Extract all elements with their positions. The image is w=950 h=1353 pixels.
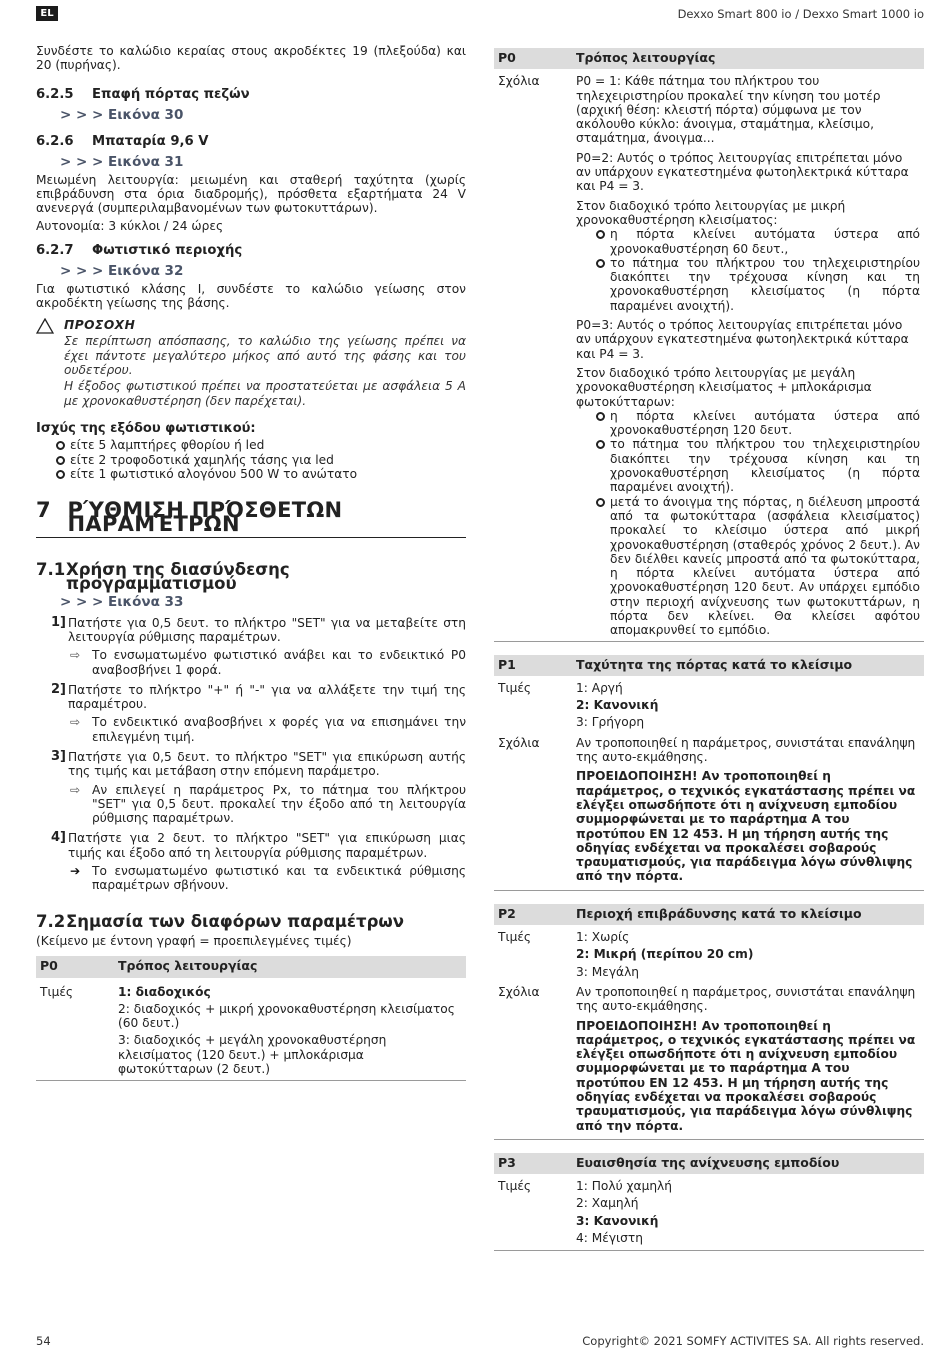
- values-cell: [572, 1174, 924, 1251]
- result-text: Αν επιλεγεί η παράμετρος Px, το πάτημα του πλήκτρου "SET" για 0,5 δευτ. προκαλεί την έξοδο από τη λειτουργία ρύθμισης παραμέτρων.: [92, 782, 466, 826]
- comments-cell: [572, 69, 924, 641]
- table-row: [494, 69, 924, 641]
- comment-p0-2-intro: Στον διαδοχικό τρόπο λειτουργίας με μικρή χρονοκαθυστέρηση κλεισίματος:: [576, 198, 846, 227]
- value-default: 3: Κανονική: [576, 1213, 659, 1228]
- param-name: Τρόπος λειτουργίας: [114, 956, 466, 977]
- step-3-result: [36, 783, 466, 826]
- step-1: [36, 616, 466, 645]
- table-header-row: [494, 904, 924, 925]
- section-number: 6.2.7: [36, 242, 74, 258]
- value-option: 4: Μέγιστη: [576, 1231, 643, 1246]
- step-text: Πατήστε για 0,5 δευτ. το πλήκτρο "SET" για επικύρωση αυτής της τιμής και μετάβαση στην επόμενη παράμετρο.: [68, 749, 466, 779]
- row-label: Τιμές: [36, 978, 114, 1081]
- param-code: P0: [36, 956, 114, 977]
- step-3: [36, 750, 466, 779]
- value-option: 2: διαδοχικός + μικρή χρονοκαθυστέρηση κλεισίματος (60 δευτ.): [118, 1001, 455, 1031]
- param-code: P0: [494, 48, 572, 69]
- comment-p0-3: P0=3: Αυτός ο τρόπος λειτουργίας επιτρέπεται μόνο αν υπάρχουν εγκατεστημένα φωτοηλεκτρικά κύτταρα και P4 = 3.: [576, 318, 909, 361]
- page-number: 54: [36, 1334, 51, 1348]
- list-item: η πόρτα κλείνει αυτόματα ύστερα από χρονοκαθυστέρηση 120 δευτ.: [576, 409, 920, 438]
- step-number: 1]: [51, 614, 66, 630]
- caution-text-1: Σε περίπτωση απόσπασης, το καλώδιο της γείωσης πρέπει να έχει πάντοτε μεγαλύτερο μήκος από αυτό της φάσης και του ουδετέρου.: [64, 334, 466, 378]
- antenna-instruction: Συνδέστε το καλώδιο κεραίας στους ακροδέκτες 19 (πλεξούδα) και 20 (πυρήνας).: [36, 44, 466, 73]
- lighting-output-power: [36, 422, 466, 481]
- figure-ref-link[interactable]: > > > Εικόνα 31: [60, 154, 184, 171]
- values-cell: [572, 925, 924, 983]
- comment-p0-1: P0 = 1: Κάθε πάτημα του πλήκτρου του τηλεχειριστηρίου προκαλεί την κίνηση του μοτέρ (αρχική θέση: κλειστή πόρτα) σύμφωνα με τον ακόλουθο κύκλο: άνοιγμα, σταμάτημα, κλείσιμο, σταμάτημα, άνοιγμα...: [576, 74, 881, 146]
- value-default: 1: διαδοχικός: [118, 984, 211, 999]
- step-text: Πατήστε για 0,5 δευτ. το πλήκτρο "SET" για να μεταβείτε στη λειτουργία ρύθμισης παραμέτρων.: [68, 615, 466, 644]
- step-number: 4]: [51, 830, 66, 846]
- row-label: Τιμές: [498, 680, 532, 695]
- section-number: 6.2.5: [36, 86, 74, 102]
- values-cell: [572, 676, 924, 734]
- p0-summary-table: [36, 956, 466, 1081]
- section-title: Φωτιστικό περιοχής: [92, 242, 243, 258]
- step-2: [36, 683, 466, 712]
- right-column: [494, 48, 924, 1251]
- copyright-notice: Copyright© 2021 SOMFY ACTIVITES SA. All rights reserved.: [582, 1334, 924, 1348]
- table-row: [494, 1174, 924, 1251]
- p2-table: [494, 904, 924, 1140]
- lighting-description: Για φωτιστικό κλάσης I, συνδέστε το καλώδιο γείωσης στον ακροδέκτη γείωσης της βάσης.: [36, 281, 466, 310]
- row-label: Τιμές: [494, 1174, 572, 1251]
- table-header-row: [494, 48, 924, 69]
- value-default: 2: Μικρή (περίπου 20 cm): [576, 947, 754, 962]
- final-result-arrow-icon: ➔: [70, 864, 81, 879]
- comments-cell: [572, 734, 924, 890]
- section-heading: [36, 911, 466, 931]
- result-text: Το ενσωματωμένο φωτιστικό και τα ενδεικτικά ρύθμισης παραμέτρων σβήνουν.: [92, 864, 466, 893]
- list-item: η πόρτα κλείνει αυτόματα ύστερα από χρονοκαθυστέρηση 60 δευτ.,: [576, 227, 920, 256]
- step-number: 2]: [51, 681, 66, 697]
- value-default: 2: Κανονική: [576, 698, 659, 713]
- param-code: P3: [494, 1153, 572, 1174]
- param-code: P1: [494, 655, 572, 676]
- result-arrow-icon: ⇨: [70, 782, 81, 797]
- table-row: [494, 983, 924, 1139]
- section-number: 7.1: [36, 559, 66, 579]
- value-option: 3: Μεγάλη: [576, 964, 640, 979]
- section-6-2-6: [36, 135, 466, 233]
- table-header-row: [36, 956, 466, 977]
- chapter-title: ΡΎΘΜΙΣΗ ΠΡΌΣΘΕΤΩΝ ΠΑΡΑΜΈΤΡΩΝ: [67, 498, 343, 537]
- result-text: Το ενσωματωμένο φωτιστικό ανάβει και το ενδεικτικό P0 αναβοσβήνει 1 φορά.: [92, 648, 466, 677]
- row-label: Τιμές: [498, 930, 532, 945]
- warning-triangle-icon: [36, 318, 64, 408]
- section-heading: [36, 244, 466, 258]
- section-title: Μπαταρία 9,6 V: [92, 134, 209, 150]
- p0-table: [494, 48, 924, 642]
- table-row: [494, 925, 924, 983]
- row-label: Σχόλια: [494, 69, 572, 641]
- section-heading: [36, 88, 466, 102]
- row-label: Σχόλια: [494, 734, 572, 890]
- result-arrow-icon: ⇨: [70, 715, 81, 730]
- list-item: το πάτημα του πλήκτρου του τηλεχειριστηρίου διακόπτει την τρέχουσα κίνηση και τη χρονοκαθυστέρηση κλεισίματος (η πόρτα παραμένει ανοιχτή).: [576, 437, 920, 494]
- param-name: Τρόπος λειτουργίας: [572, 48, 924, 69]
- value-option: 3: διαδοχικός + μεγάλη χρονοκαθυστέρηση κλεισίματος (120 δευτ.) + μπλοκάρισμα φωτοκύτταρων (2 δευτ.): [118, 1033, 387, 1077]
- caution-content: [64, 318, 466, 408]
- caution-title: ΠΡΟΣΟΧΗ: [64, 318, 136, 333]
- value-option: 2: Χαμηλή: [576, 1196, 639, 1211]
- result-text: Το ενδεικτικό αναβοσβήνει x φορές για να επισημάνει την επιλεγμένη τιμή.: [92, 715, 466, 744]
- table-row: [36, 978, 466, 1081]
- p1-table: [494, 655, 924, 891]
- left-column: [36, 44, 466, 1081]
- p0-2-list: [576, 227, 920, 313]
- bold-default-note: (Κείμενο με έντονη γραφή = προεπιλεγμένες τιμές): [36, 933, 352, 948]
- list-item: μετά το άνοιγμα της πόρτας, η διέλευση μπροστά από τα φωτοκύτταρα (ασφάλεια κλεισίματος) προκαλεί το κλείσιμο ύστερα από μικρή χρονοκαθυστέρηση (σταθερός χρόνος 2 δευτ.). Αν δεν διέλθει κανείς μπροστά από τα φωτοκύτταρα, η πόρτα κλείνει αυτόματα ύστερα από χρονοκαθυστέρηση 120 δευτ. Αν υπάρχει εμπόδιο στην περιοχή ανίχνευσης των φωτοκυττάρων, η πόρτα δεν κλείνει. Θα κλείσει αφότου απομακρυνθεί το εμπόδιο.: [576, 495, 920, 638]
- p3-table: [494, 1153, 924, 1251]
- figure-ref-link[interactable]: > > > Εικόνα 32: [60, 263, 184, 280]
- section-title: Χρήση της διασύνδεσης προγραμματισμού: [66, 559, 290, 594]
- language-badge: EL: [36, 6, 58, 21]
- step-1-result: [36, 648, 466, 677]
- power-list: [36, 438, 466, 481]
- list-item: είτε 5 λαμπτήρες φθορίου ή led: [36, 438, 466, 452]
- warning-text: ΠΡΟΕΙΔΟΠΟΙΗΣΗ! Αν τροποποιηθεί η παράμετρος, ο τεχνικός εγκατάστασης πρέπει να ελέγξει οπωσδήποτε ότι η ανίχνευση εμποδίου συμμορφώνεται με το παράρτημα A του προτύπου EN 12 453. Η μη τήρηση αυτής της οδηγίας ενδέχεται να προκαλέσει σοβαρούς τραυματισμούς, για παράδειγμα λόγω σύνθλιψης από την πόρτα.: [576, 769, 916, 884]
- table-row: [494, 734, 924, 890]
- comment-text: Αν τροποποιηθεί η παράμετρος, συνιστάται επανάληψη της αυτο-εκμάθησης.: [576, 735, 916, 765]
- table-header-row: [494, 655, 924, 676]
- result-arrow-icon: ⇨: [70, 648, 81, 663]
- table-row: [494, 676, 924, 734]
- figure-ref-link[interactable]: > > > Εικόνα 30: [60, 106, 184, 123]
- value-option: 1: Πολύ χαμηλή: [576, 1179, 672, 1194]
- step-4-result: [36, 864, 466, 893]
- comment-text: Αν τροποποιηθεί η παράμετρος, συνιστάται επανάληψη της αυτο-εκμάθησης.: [576, 984, 916, 1014]
- step-2-result: [36, 715, 466, 744]
- figure-ref-link[interactable]: > > > Εικόνα 33: [60, 594, 184, 611]
- section-number: 6.2.6: [36, 134, 74, 150]
- step-4: [36, 831, 466, 860]
- comment-p0-3-intro: Στον διαδοχικό τρόπο λειτουργίας με μεγάλη χρονοκαθυστέρηση κλεισίματος + μπλοκάρισμα φωτοκύτταρων:: [576, 365, 872, 409]
- list-item: είτε 1 φωτιστικό αλογόνου 500 W το ανώτατο: [36, 467, 466, 481]
- step-text: Πατήστε για 2 δευτ. το πλήκτρο "SET" για επικύρωση μιας τιμής και έξοδο από τη λειτουργία ρύθμισης παραμέτρων.: [68, 831, 466, 860]
- table-header-row: [494, 1153, 924, 1174]
- row-label: Σχόλια: [494, 983, 572, 1139]
- comment-p0-2: P0=2: Αυτός ο τρόπος λειτουργίας επιτρέπεται μόνο αν υπάρχουν εγκατεστημένα φωτοηλεκτρικά κύτταρα και P4 = 3.: [576, 150, 909, 194]
- param-name: Ταχύτητα της πόρτας κατά το κλείσιμο: [572, 655, 924, 676]
- document-title: Dexxo Smart 800 io / Dexxo Smart 1000 io: [677, 7, 924, 21]
- comments-cell: [572, 983, 924, 1139]
- battery-autonomy: Αυτονομία: 3 κύκλοι / 24 ώρες: [36, 218, 224, 233]
- param-name: Περιοχή επιβράδυνσης κατά το κλείσιμο: [572, 904, 924, 925]
- caution-text-2: Η έξοδος φωτιστικού πρέπει να προστατεύεται με ασφάλεια 5 A με χρονοκαθυστέρηση (δεν παρέχεται).: [64, 379, 466, 408]
- p0-3-list: [576, 409, 920, 638]
- value-option: 1: Χωρίς: [576, 930, 630, 945]
- list-item: είτε 2 τροφοδοτικά χαμηλής τάσης για led: [36, 453, 466, 467]
- param-code: P2: [494, 904, 572, 925]
- param-name: Ευαισθησία της ανίχνευσης εμποδίου: [572, 1153, 924, 1174]
- battery-description: Μειωμένη λειτουργία: μειωμένη και σταθερή ταχύτητα (χωρίς επιβράδυνση στα όρια διαδρομής), πρόσθετα εξαρτήματα 24 V ανενεργά (συμπεριλαμβανομένων των φωτοκυττάρων).: [36, 172, 466, 216]
- section-heading: [36, 559, 466, 594]
- step-text: Πατήστε το πλήκτρο "+" ή "-" για να αλλάξετε την τιμή της παραμέτρου.: [68, 682, 466, 712]
- list-item: το πάτημα του πλήκτρου του τηλεχειριστηρίου διακόπτει την τρέχουσα κίνηση και τη χρονοκαθυστέρηση κλεισίματος (η πόρτα παραμένει ανοιχτή).: [576, 256, 920, 313]
- section-heading: [36, 135, 466, 149]
- chapter-heading: [36, 498, 466, 538]
- section-title: Επαφή πόρτας πεζών: [92, 86, 250, 102]
- power-title: Ισχύς της εξόδου φωτιστικού:: [36, 420, 256, 436]
- caution-box: [36, 318, 466, 408]
- step-number: 3]: [51, 748, 66, 764]
- value-option: 1: Αργή: [576, 680, 623, 695]
- value-option: 3: Γρήγορη: [576, 715, 645, 730]
- section-6-2-7: [36, 244, 466, 310]
- section-7-1: [36, 559, 466, 893]
- chapter-number: 7: [36, 498, 51, 523]
- warning-text: ΠΡΟΕΙΔΟΠΟΙΗΣΗ! Αν τροποποιηθεί η παράμετρος, ο τεχνικός εγκατάστασης πρέπει να ελέγξει οπωσδήποτε ότι η ανίχνευση εμποδίου συμμορφώνεται με το παράρτημα A του προτύπου EN 12 453. Η μη τήρηση αυτής της οδηγίας ενδέχεται να προκαλέσει σοβαρούς τραυματισμούς, για παράδειγμα λόγω σύνθλιψης από την πόρτα.: [576, 1018, 916, 1133]
- values-cell: [114, 978, 466, 1081]
- section-number: 7.2: [36, 911, 66, 931]
- section-7-2: [36, 911, 466, 1082]
- section-title: Σημασία των διαφόρων παραμέτρων: [66, 911, 404, 931]
- section-6-2-5: [36, 88, 466, 123]
